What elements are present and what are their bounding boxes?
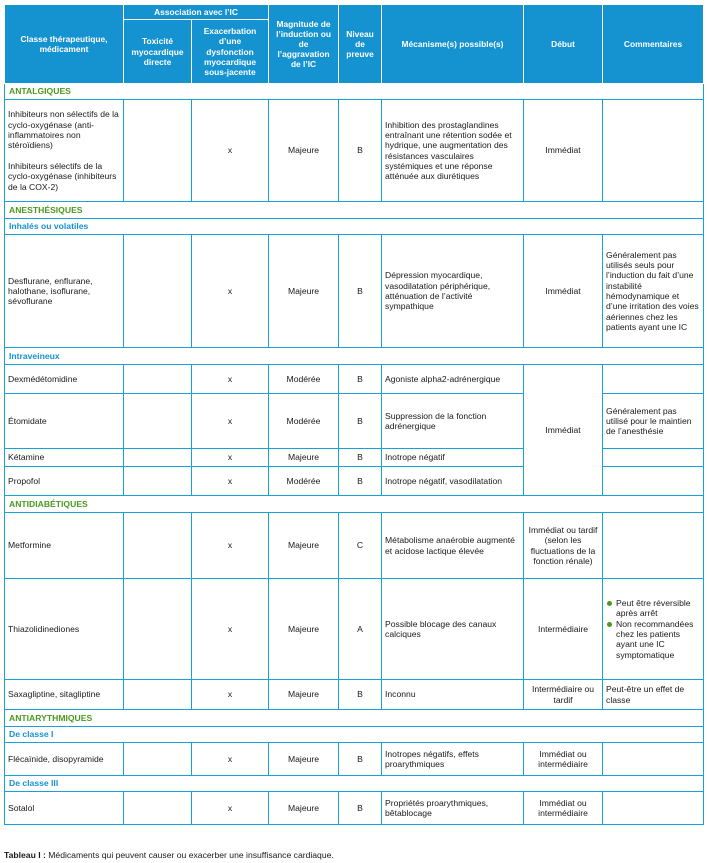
drug-name: Sotalol xyxy=(5,792,124,825)
magnitude-value: Modérée xyxy=(269,394,339,449)
mecanisme-text: Agoniste alpha2-adrénergique xyxy=(382,365,524,394)
caption-text: Médicaments qui peuvent causer ou exacerber une insuffisance cardiaque. xyxy=(45,850,334,860)
drug-name: Inhibiteurs non sélectifs de la cyclo-oxygénase (anti-inflammatoires non stéroïdiens) Inhibiteurs sélectifs de la cyclo-oxygénase (inhibiteurs de la COX-2) xyxy=(5,100,124,202)
niveau-value: B xyxy=(339,680,382,710)
header-toxicite: Toxicité myocardique directe xyxy=(124,20,192,84)
table-row xyxy=(5,743,704,776)
magnitude-value: Majeure xyxy=(269,680,339,710)
exacerbation-mark: x xyxy=(192,513,269,579)
debut-value: Immédiat ou intermédiaire xyxy=(524,743,603,776)
magnitude-value: Modérée xyxy=(269,365,339,394)
magnitude-value: Majeure xyxy=(269,100,339,202)
drug-name: Étomidate xyxy=(5,394,124,449)
drug-name: Saxagliptine, sitagliptine xyxy=(5,680,124,710)
header-association: Association avec l’IC xyxy=(124,5,269,20)
subsection-inhales: Inhalés ou volatiles xyxy=(5,219,704,235)
drug-name: Metformine xyxy=(5,513,124,579)
debut-value: Immédiat ou intermédiaire xyxy=(524,792,603,825)
exacerbation-mark: x xyxy=(192,743,269,776)
mecanisme-text: Dépression myocardique, vasodilatation périphérique, atténuation de l’activité sympathique xyxy=(382,235,524,348)
header-magnitude: Magnitude de l’induction ou de l’aggravation de l’IC xyxy=(269,5,339,84)
header-mecanisme: Mécanisme(s) possible(s) xyxy=(382,5,524,84)
section-antidiabetiques: ANTIDIABÉTIQUES xyxy=(5,496,704,513)
mecanisme-text: Inotrope négatif xyxy=(382,449,524,467)
drug-name: Flécaïnide, disopyramide xyxy=(5,743,124,776)
header-classe: Classe thérapeutique, médicament xyxy=(5,5,124,84)
mecanisme-text: Inhibition des prostaglandines entraînant une rétention sodée et hydrique, une augmentation des résistances vasculaires systémiques et une réponse atténuée aux diurétiques xyxy=(382,100,524,202)
niveau-value: B xyxy=(339,100,382,202)
subsection-classe1: De classe I xyxy=(5,727,704,743)
exacerbation-mark: x xyxy=(192,680,269,710)
subsection-intraveineux: Intraveineux xyxy=(5,348,704,365)
debut-value: Intermédiaire xyxy=(524,579,603,680)
drug-name: Dexmédétomidine xyxy=(5,365,124,394)
commentaire-text: Généralement pas utilisés seuls pour l’induction du fait d’une instabilité hémodynamique et d’une irritation des voies aériennes chez les patients ayant une IC xyxy=(603,235,704,348)
exacerbation-mark: x xyxy=(192,449,269,467)
magnitude-value: Modérée xyxy=(269,467,339,496)
exacerbation-mark: x xyxy=(192,579,269,680)
mecanisme-text: Métabolisme anaérobie augmenté et acidose lactique élevée xyxy=(382,513,524,579)
niveau-value: B xyxy=(339,743,382,776)
exacerbation-mark: x xyxy=(192,467,269,496)
exacerbation-mark: x xyxy=(192,100,269,202)
mecanisme-text: Inotropes négatifs, effets proarythmiques xyxy=(382,743,524,776)
magnitude-value: Majeure xyxy=(269,235,339,348)
section-anesthesiques: ANESTHÉSIQUES xyxy=(5,202,704,219)
table-row xyxy=(5,792,704,825)
debut-value: Immédiat xyxy=(524,365,603,496)
mecanisme-text: Inotrope négatif, vasodilatation xyxy=(382,467,524,496)
commentaire-text: Peut-être un effet de classe xyxy=(603,680,704,710)
magnitude-value: Majeure xyxy=(269,449,339,467)
niveau-value: B xyxy=(339,792,382,825)
exacerbation-mark: x xyxy=(192,365,269,394)
niveau-value: B xyxy=(339,394,382,449)
drug-name: Kétamine xyxy=(5,449,124,467)
table-row xyxy=(5,513,704,579)
mecanisme-text: Propriétés proarythmiques, bêtablocage xyxy=(382,792,524,825)
exacerbation-mark: x xyxy=(192,792,269,825)
header-niveau: Niveau de preuve xyxy=(339,5,382,84)
exacerbation-mark: x xyxy=(192,394,269,449)
debut-value: Intermédiaire ou tardif xyxy=(524,680,603,710)
niveau-value: C xyxy=(339,513,382,579)
table-row xyxy=(5,579,704,680)
bullet-item: Peut être réversible après arrêt xyxy=(606,598,700,619)
mecanisme-text: Suppression de la fonction adrénergique xyxy=(382,394,524,449)
debut-value: Immédiat xyxy=(524,100,603,202)
bullet-item: Non recommandées chez les patients ayant une IC symptomatique xyxy=(606,619,700,660)
drug-name: Desflurane, enflurane, halothane, isoflurane, sévoflurane xyxy=(5,235,124,348)
niveau-value: B xyxy=(339,467,382,496)
commentaire-list xyxy=(603,579,704,680)
header-debut: Début xyxy=(524,5,603,84)
commentaire-text: Généralement pas utilisé pour le maintien de l’anesthésie xyxy=(603,394,704,449)
subsection-classe3: De classe III xyxy=(5,776,704,792)
magnitude-value: Majeure xyxy=(269,579,339,680)
debut-value: Immédiat xyxy=(524,235,603,348)
table-caption xyxy=(4,850,334,860)
table-row xyxy=(5,680,704,710)
section-antiarythmiques: ANTIARYTHMIQUES xyxy=(5,710,704,727)
caption-label: Tableau I : xyxy=(4,850,46,860)
exacerbation-mark: x xyxy=(192,235,269,348)
niveau-value: B xyxy=(339,235,382,348)
drug-table xyxy=(4,4,704,825)
mecanisme-text: Inconnu xyxy=(382,680,524,710)
header-commentaires: Commentaires xyxy=(603,5,704,84)
niveau-value: B xyxy=(339,365,382,394)
magnitude-value: Majeure xyxy=(269,513,339,579)
mecanisme-text: Possible blocage des canaux calciques xyxy=(382,579,524,680)
drug-name: Thiazolidinediones xyxy=(5,579,124,680)
niveau-value: A xyxy=(339,579,382,680)
debut-value: Immédiat ou tardif (selon les fluctuations de la fonction rénale) xyxy=(524,513,603,579)
header-exacerbation: Exacerbation d’une dysfonction myocardique sous-jacente xyxy=(192,20,269,84)
magnitude-value: Majeure xyxy=(269,792,339,825)
table-row xyxy=(5,365,704,394)
section-antalgiques: ANTALGIQUES xyxy=(5,84,704,100)
drug-name: Propofol xyxy=(5,467,124,496)
table-row xyxy=(5,100,704,202)
magnitude-value: Majeure xyxy=(269,743,339,776)
niveau-value: B xyxy=(339,449,382,467)
table-row xyxy=(5,235,704,348)
